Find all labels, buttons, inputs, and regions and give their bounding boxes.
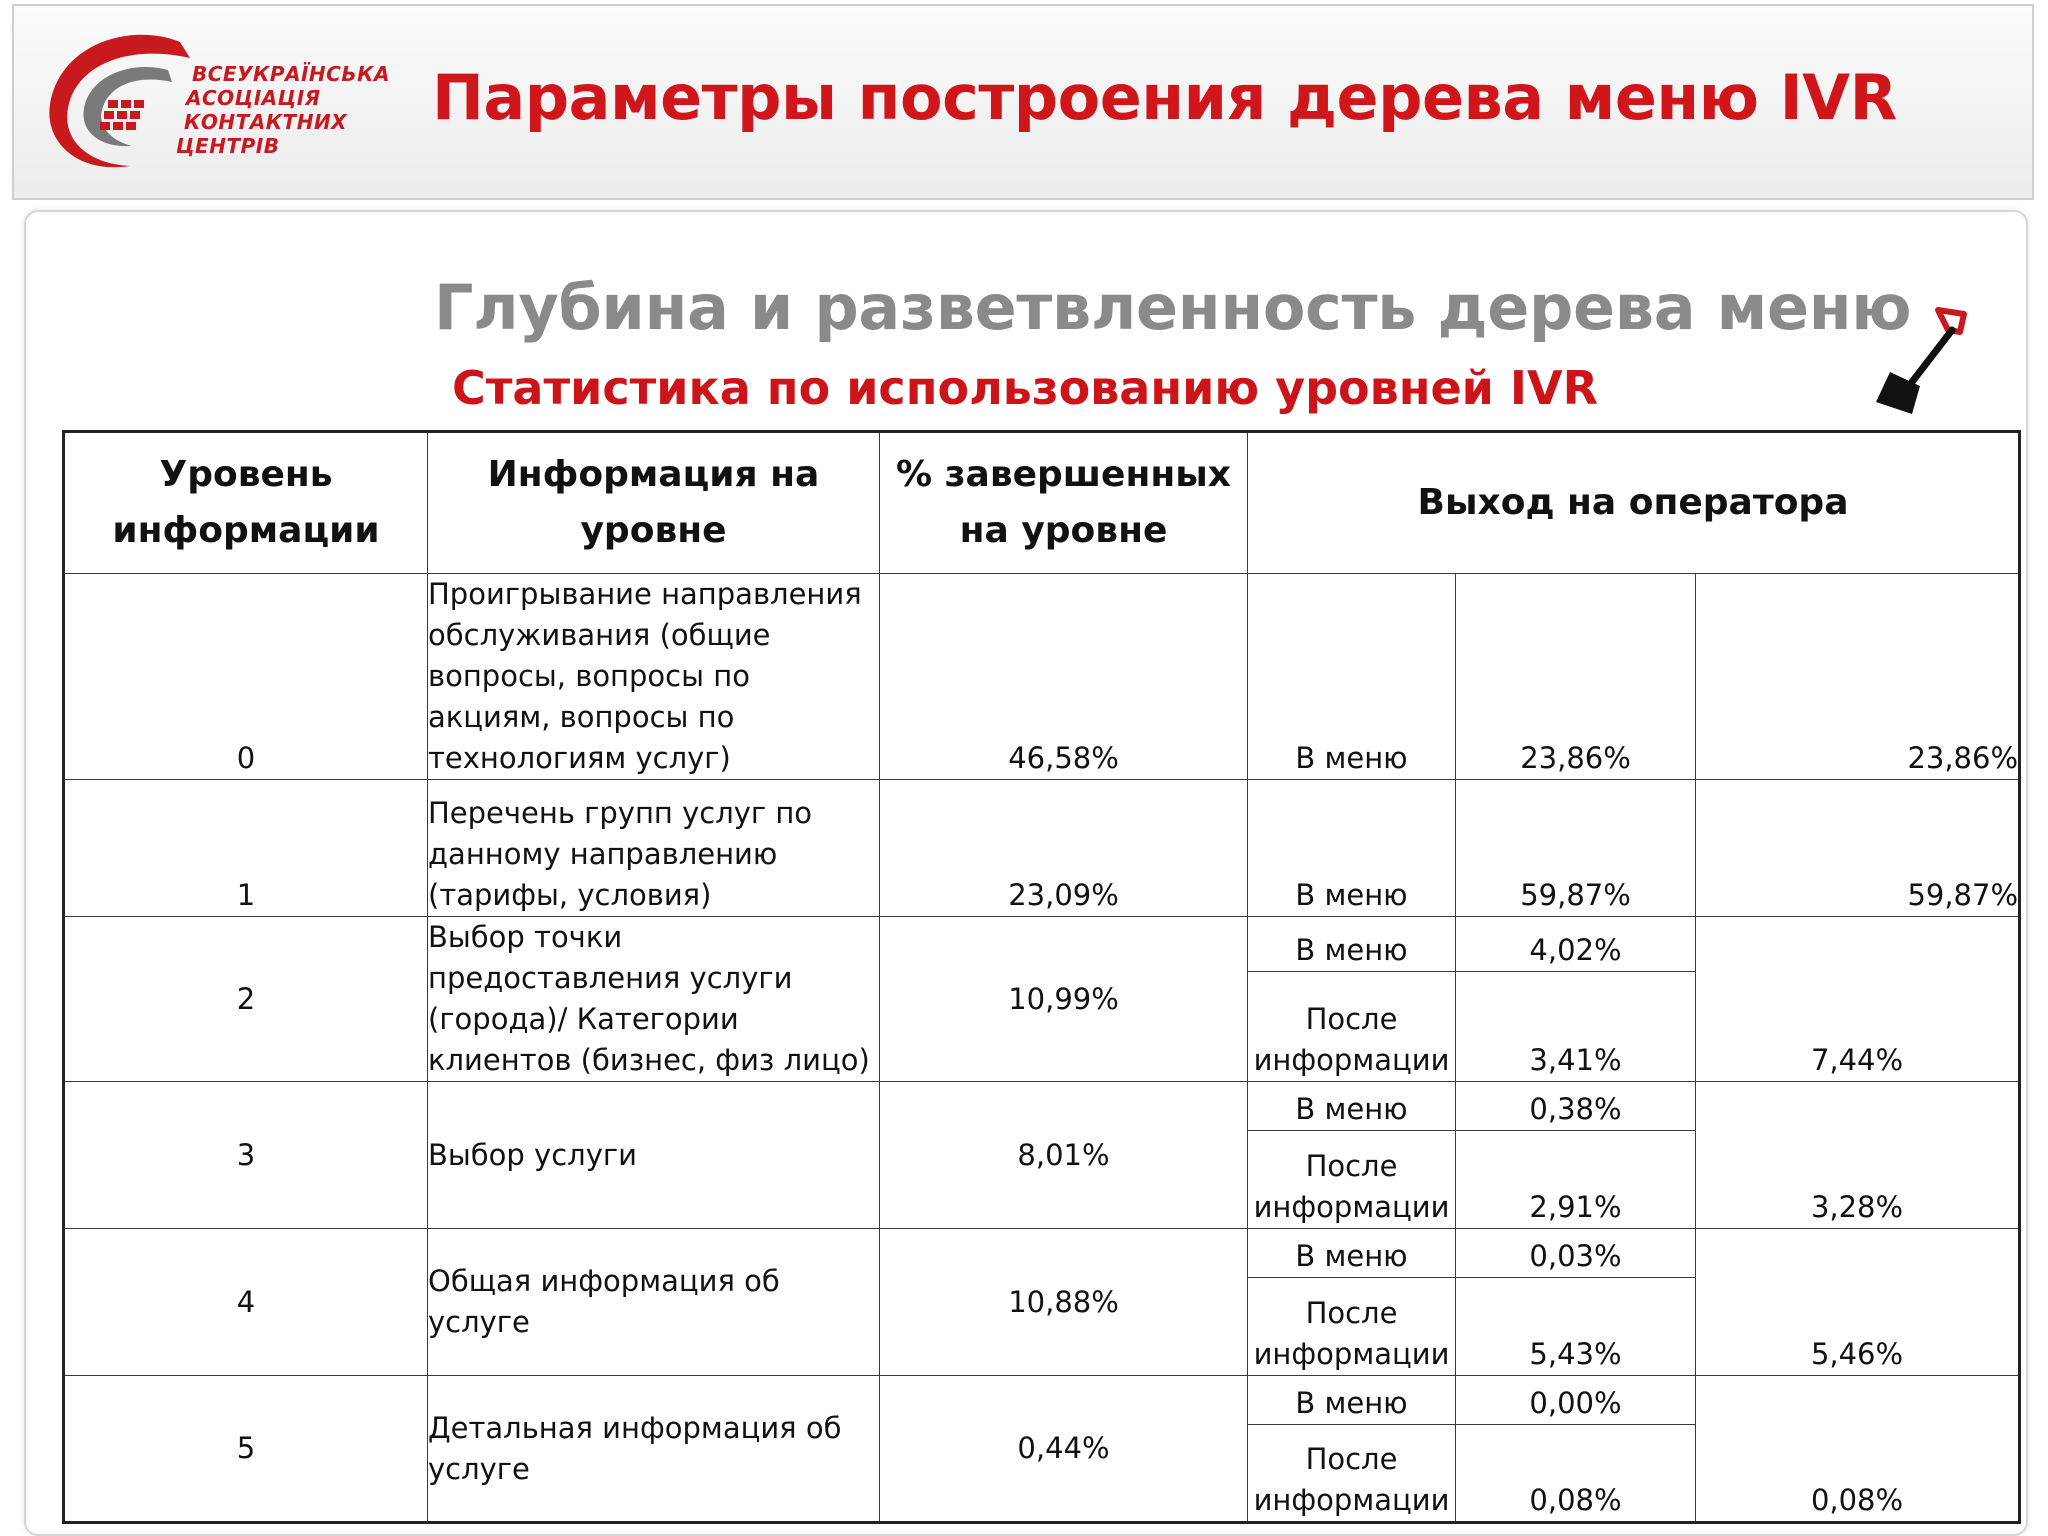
menu-pct-cell: 0,38%	[1456, 1082, 1696, 1131]
operator-pct-cell: 23,86%	[1456, 574, 1696, 780]
subtitle: Глубина и разветвленность дерева меню	[434, 271, 1912, 344]
operator-total-cell: 3,28%	[1696, 1082, 2020, 1229]
after-pct-cell: 3,41%	[1456, 972, 1696, 1082]
shovel-icon	[1868, 302, 1978, 420]
operator-total-cell: 59,87%	[1696, 780, 2020, 917]
after-pct-cell: 5,43%	[1456, 1278, 1696, 1376]
header-level: Уровень информации	[64, 432, 428, 574]
level-cell: 5	[64, 1376, 428, 1523]
info-cell: Перечень групп услуг по данному направлению (тарифы, условия)	[428, 780, 880, 917]
table-header-row	[64, 432, 2020, 574]
operator-where-cell: В меню	[1248, 780, 1456, 917]
level-cell: 0	[64, 574, 428, 780]
logo-line-3: КОНТАКТНИХ	[184, 110, 348, 134]
association-logo	[40, 24, 400, 174]
menu-label-cell: В меню	[1248, 1229, 1456, 1278]
section-title: Статистика по использованию уровней IVR	[452, 361, 1599, 415]
completed-cell: 10,99%	[880, 917, 1248, 1082]
logo-text	[176, 62, 422, 158]
ivr-stats-table	[62, 430, 2021, 1524]
level-cell: 4	[64, 1229, 428, 1376]
operator-pct-cell: 59,87%	[1456, 780, 1696, 917]
table-row	[64, 574, 2020, 780]
completed-cell: 10,88%	[880, 1229, 1248, 1376]
logo-line-4: ЦЕНТРІВ	[176, 134, 280, 158]
header-info: Информация на уровне	[428, 432, 880, 574]
table-row	[64, 780, 2020, 917]
after-label-cell: После информации	[1248, 1131, 1456, 1229]
info-cell: Выбор точки предоставления услуги (города)/ Категории клиентов (бизнес, физ лицо)	[428, 917, 880, 1082]
table-row	[64, 1229, 2020, 1278]
menu-pct-cell: 0,00%	[1456, 1376, 1696, 1425]
operator-total-cell: 23,86%	[1696, 574, 2020, 780]
info-cell: Проигрывание направления обслуживания (общие вопросы, вопросы по акциям, вопросы по технологиям услуг)	[428, 574, 880, 780]
operator-total-cell: 5,46%	[1696, 1229, 2020, 1376]
logo-line-1: ВСЕУКРАЇНСЬКА	[192, 62, 390, 86]
table-row	[64, 1376, 2020, 1425]
after-label-cell: После информации	[1248, 1425, 1456, 1523]
page-title: Параметры построения дерева меню IVR	[432, 61, 1897, 134]
level-cell: 3	[64, 1082, 428, 1229]
completed-cell: 8,01%	[880, 1082, 1248, 1229]
operator-where-cell: В меню	[1248, 574, 1456, 780]
operator-total-cell: 7,44%	[1696, 917, 2020, 1082]
menu-pct-cell: 4,02%	[1456, 917, 1696, 972]
menu-label-cell: В меню	[1248, 1376, 1456, 1425]
after-label-cell: После информации	[1248, 1278, 1456, 1376]
after-pct-cell: 0,08%	[1456, 1425, 1696, 1523]
info-cell: Выбор услуги	[428, 1082, 880, 1229]
table-row	[64, 917, 2020, 972]
completed-cell: 46,58%	[880, 574, 1248, 780]
menu-label-cell: В меню	[1248, 1082, 1456, 1131]
level-cell: 2	[64, 917, 428, 1082]
completed-cell: 23,09%	[880, 780, 1248, 917]
header-completed: % завершенных на уровне	[880, 432, 1248, 574]
menu-pct-cell: 0,03%	[1456, 1229, 1696, 1278]
info-cell: Общая информация об услуге	[428, 1229, 880, 1376]
completed-cell: 0,44%	[880, 1376, 1248, 1523]
table-row	[64, 1082, 2020, 1131]
after-pct-cell: 2,91%	[1456, 1131, 1696, 1229]
logo-line-2: АСОЦІАЦІЯ	[186, 86, 321, 110]
menu-label-cell: В меню	[1248, 917, 1456, 972]
info-cell: Детальная информация об услуге	[428, 1376, 880, 1523]
operator-total-cell: 0,08%	[1696, 1376, 2020, 1523]
level-cell: 1	[64, 780, 428, 917]
header-operator: Выход на оператора	[1248, 432, 2020, 574]
after-label-cell: После информации	[1248, 972, 1456, 1082]
